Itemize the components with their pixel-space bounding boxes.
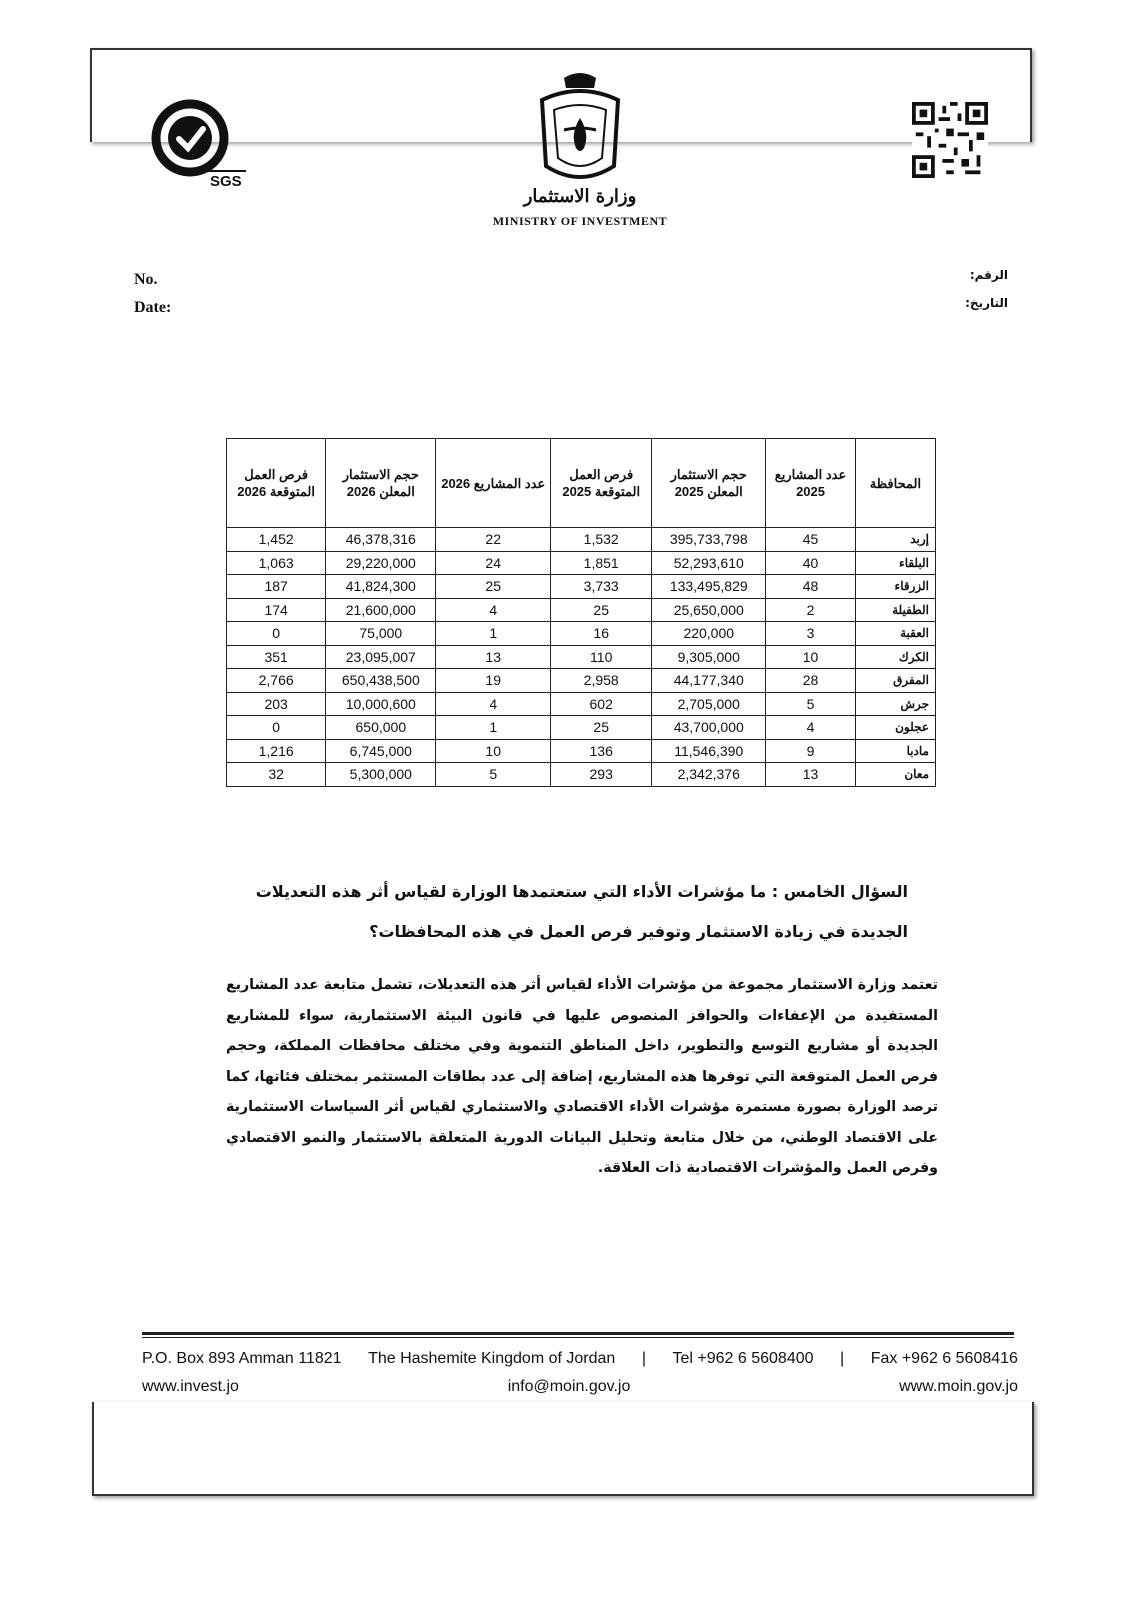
cell-investment-2025: 2,705,000 [652,692,766,716]
cell-investment-2026: 29,220,000 [326,551,436,575]
ministry-name-english: MINISTRY OF INVESTMENT [492,214,668,228]
cell-jobs-2026: 351 [227,645,326,669]
cell-jobs-2025: 16 [551,622,652,646]
cell-jobs-2026: 32 [227,763,326,787]
footer-separator: | [641,1350,646,1367]
cell-jobs-2026: 0 [227,716,326,740]
cell-investment-2026: 5,300,000 [326,763,436,787]
header-investment-2026: حجم الاستثمار المعلن 2026 [326,439,436,528]
cell-jobs-2025: 110 [551,645,652,669]
cell-investment-2025: 2,342,376 [652,763,766,787]
table-row [227,645,936,669]
footer-web-line [142,1378,1018,1396]
cell-jobs-2026: 1,452 [227,528,326,552]
cell-projects-2025: 48 [766,575,856,599]
cell-investment-2026: 650,000 [326,716,436,740]
footer-fax: Fax +962 6 5608416 [870,1350,1018,1367]
cell-governorate: عجلون [855,716,935,740]
cell-projects-2026: 1 [436,622,551,646]
cell-projects-2025: 5 [766,692,856,716]
cell-jobs-2025: 602 [551,692,652,716]
date-label-arabic: التاريخ: [965,296,1008,310]
cell-jobs-2026: 174 [227,598,326,622]
cell-investment-2025: 220,000 [652,622,766,646]
cell-projects-2026: 22 [436,528,551,552]
cell-projects-2025: 3 [766,622,856,646]
cell-projects-2026: 4 [436,598,551,622]
cell-investment-2025: 43,700,000 [652,716,766,740]
cell-governorate: معان [855,763,935,787]
date-label: Date: [134,299,172,316]
footer-divider [142,1332,1014,1335]
cell-investment-2025: 395,733,798 [652,528,766,552]
governorate-investment-table [226,438,936,787]
table-row [227,598,936,622]
answer-paragraph: تعتمد وزارة الاستثمار مجموعة من مؤشرات الأداء لقياس أثر هذه التعديلات، تشمل متابعة عدد المشاريع المستفيدة من الإعفاءات والحوافز المنصوص عليها في قانون البيئة الاستثمارية، سواء للمشاريع الجديدة أو مشاريع التوسع والتطوير، داخل المناطق التنموية وفي مختلف محافظات المملكة، وحجم فرص العمل المتوقعة التي توفرها هذه المشاريع، إضافة إلى عدد بطاقات المستثمر بمختلف فئاتها، كما ترصد الوزارة بصورة مستمرة مؤشرات الأداء الاقتصادي والاستثماري لقياس أثر السياسات الاستثمارية على الاقتصاد الوطني، من خلال متابعة وتحليل البيانات الدورية المتعلقة بالاستثمار والنمو الاقتصادي وفرص العمل والمؤشرات الاقتصادية ذات العلاقة. [226,977,938,1176]
header-projects-2026: عدد المشاريع 2026 [436,439,551,528]
cell-projects-2026: 25 [436,575,551,599]
cell-governorate: الزرقاء [855,575,935,599]
cell-projects-2025: 2 [766,598,856,622]
cell-investment-2026: 23,095,007 [326,645,436,669]
cell-jobs-2026: 203 [227,692,326,716]
cell-projects-2026: 4 [436,692,551,716]
cell-projects-2026: 10 [436,739,551,763]
cell-jobs-2025: 1,532 [551,528,652,552]
table-row [227,575,936,599]
header-jobs-2026: فرص العمل المتوقعة 2026 [227,439,326,528]
table-row [227,622,936,646]
qr-code [912,102,988,178]
cell-jobs-2025: 293 [551,763,652,787]
table-row [227,763,936,787]
cell-jobs-2026: 0 [227,622,326,646]
cell-projects-2025: 10 [766,645,856,669]
footer-website-invest[interactable]: www.invest.jo [142,1378,239,1395]
table-header-row [227,439,936,528]
cell-jobs-2025: 1,851 [551,551,652,575]
cell-jobs-2025: 3,733 [551,575,652,599]
cell-projects-2026: 24 [436,551,551,575]
cell-investment-2026: 75,000 [326,622,436,646]
table-row [227,716,936,740]
cell-jobs-2025: 2,958 [551,669,652,693]
page-frame-bottom [92,1402,1034,1496]
cell-investment-2026: 46,378,316 [326,528,436,552]
cell-governorate: إربد [855,528,935,552]
footer-separator: | [840,1350,845,1367]
cell-projects-2025: 9 [766,739,856,763]
cell-jobs-2026: 1,063 [227,551,326,575]
header-projects-2025: عدد المشاريع 2025 [766,439,856,528]
cell-projects-2025: 28 [766,669,856,693]
cell-governorate: الطفيلة [855,598,935,622]
header-jobs-2025: فرص العمل المتوقعة 2025 [551,439,652,528]
number-label-arabic: الرقم: [969,268,1008,282]
number-label: No. [134,271,158,288]
table-row [227,739,936,763]
cell-governorate: المفرق [855,669,935,693]
cell-projects-2026: 13 [436,645,551,669]
footer-website-moin[interactable]: www.moin.gov.jo [899,1378,1018,1395]
header-investment-2025: حجم الاستثمار المعلن 2025 [652,439,766,528]
cell-governorate: العقبة [855,622,935,646]
cell-investment-2026: 650,438,500 [326,669,436,693]
footer-divider-thin [142,1337,1014,1338]
footer-contact-line [142,1350,1018,1368]
cell-governorate: جرش [855,692,935,716]
cell-projects-2026: 19 [436,669,551,693]
cell-jobs-2025: 136 [551,739,652,763]
cell-governorate: مادبا [855,739,935,763]
cell-investment-2026: 41,824,300 [326,575,436,599]
coat-of-arms-emblem [534,70,626,190]
table-row [227,669,936,693]
footer-kingdom: The Hashemite Kingdom of Jordan [368,1350,616,1367]
ministry-name-arabic: وزارة الاستثمار [523,186,637,207]
cell-jobs-2026: 1,216 [227,739,326,763]
footer-email[interactable]: info@moin.gov.jo [507,1378,631,1395]
table-row [227,528,936,552]
table-row [227,692,936,716]
cell-investment-2025: 25,650,000 [652,598,766,622]
cell-investment-2026: 21,600,000 [326,598,436,622]
cell-projects-2026: 1 [436,716,551,740]
cell-projects-2026: 5 [436,763,551,787]
question-heading: السؤال الخامس : ما مؤشرات الأداء التي ستعتمدها الوزارة لقياس أثر هذه التعديلات الجديدة في زيادة الاستثمار وتوفير فرص العمل في هذه المحافظات؟ [255,882,908,941]
cell-governorate: الكرك [855,645,935,669]
cell-jobs-2026: 187 [227,575,326,599]
cell-investment-2025: 133,495,829 [652,575,766,599]
cell-investment-2026: 6,745,000 [326,739,436,763]
cell-projects-2025: 45 [766,528,856,552]
cell-jobs-2025: 25 [551,716,652,740]
cell-jobs-2025: 25 [551,598,652,622]
cell-investment-2025: 9,305,000 [652,645,766,669]
cell-investment-2025: 44,177,340 [652,669,766,693]
cell-jobs-2026: 2,766 [227,669,326,693]
cell-projects-2025: 13 [766,763,856,787]
table-row [227,551,936,575]
sgs-certification-logo [148,96,248,192]
cell-projects-2025: 40 [766,551,856,575]
header-governorate: المحافظة [855,439,935,528]
cell-investment-2025: 52,293,610 [652,551,766,575]
footer-po-box: P.O. Box 893 Amman 11821 [142,1350,342,1367]
footer-tel: Tel +962 6 5608400 [672,1350,814,1367]
cell-governorate: البلقاء [855,551,935,575]
sgs-text: SGS [210,173,242,190]
cell-investment-2025: 11,546,390 [652,739,766,763]
cell-projects-2025: 4 [766,716,856,740]
cell-investment-2026: 10,000,600 [326,692,436,716]
